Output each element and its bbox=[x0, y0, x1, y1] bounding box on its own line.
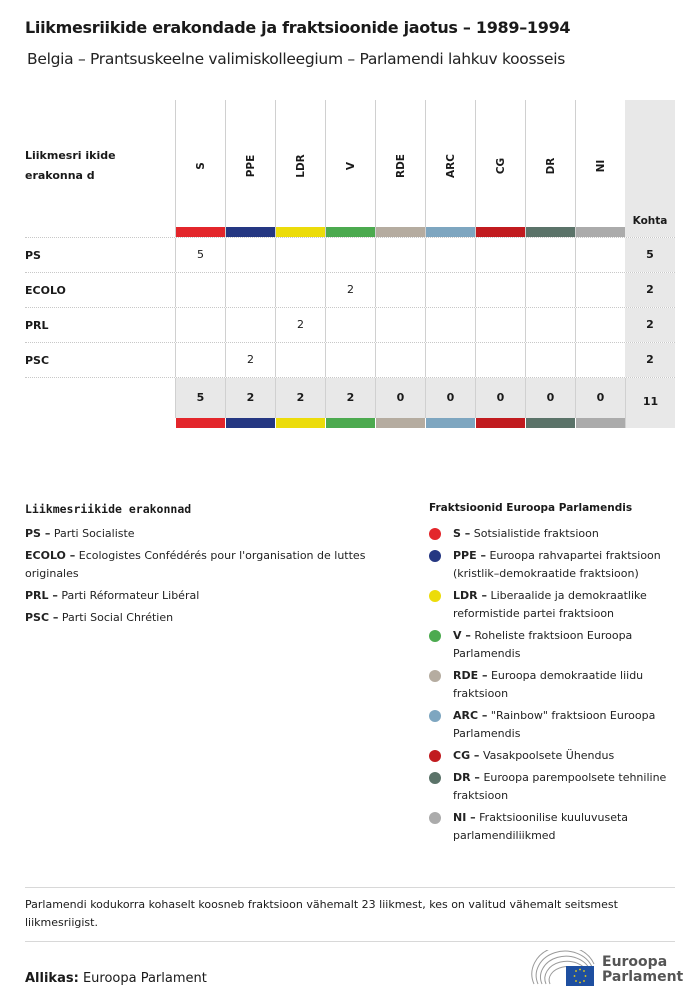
cell bbox=[525, 308, 575, 342]
group-legend-item: PPE – Euroopa rahvapartei fraktsioon (kristlik–demokraatide fraktsioon) bbox=[429, 547, 679, 583]
cell bbox=[525, 273, 575, 307]
cell: 2 bbox=[225, 343, 275, 377]
color-dot-icon bbox=[429, 528, 441, 540]
group-legend-title: Fraktsioonid Euroopa Parlamendis bbox=[429, 502, 633, 514]
distribution-table bbox=[25, 100, 675, 427]
column-total: 5 bbox=[175, 378, 225, 418]
cell bbox=[175, 273, 225, 307]
group-legend-item: DR – Euroopa parempoolsete tehniline fraktsioon bbox=[429, 769, 679, 805]
group-legend-item: ARC – "Rainbow" fraktsioon Euroopa Parlamendis bbox=[429, 707, 679, 743]
party-label: PRL bbox=[25, 319, 49, 332]
cell bbox=[325, 308, 375, 342]
cell bbox=[525, 343, 575, 377]
color-dot-icon bbox=[429, 670, 441, 682]
cell: 2 bbox=[325, 273, 375, 307]
column-header-v: V bbox=[325, 100, 375, 237]
cell bbox=[475, 343, 525, 377]
cell bbox=[575, 308, 625, 342]
group-legend-item: CG – Vasakpoolsete Ühendus bbox=[429, 747, 679, 765]
european-parliament-logo bbox=[530, 950, 684, 990]
group-legend-item: NI – Fraktsioonilise kuuluvuseta parlamendiliikmed bbox=[429, 809, 679, 845]
cell bbox=[275, 273, 325, 307]
cell bbox=[425, 343, 475, 377]
party-legend-item: PSC – Parti Social Chrétien bbox=[25, 611, 174, 624]
party-legend-item: PS – Parti Socialiste bbox=[25, 527, 135, 540]
group-legend-item: RDE – Euroopa demokraatide liidu fraktsioon bbox=[429, 667, 679, 703]
group-color-bar bbox=[376, 418, 425, 428]
cell bbox=[525, 238, 575, 272]
cell bbox=[375, 238, 425, 272]
totals-row bbox=[25, 377, 675, 427]
group-legend-item: V – Roheliste fraktsioon Euroopa Parlamendis bbox=[429, 627, 679, 663]
cell bbox=[575, 343, 625, 377]
column-total: 2 bbox=[225, 378, 275, 418]
column-total: 2 bbox=[275, 378, 325, 418]
cell bbox=[225, 308, 275, 342]
cell bbox=[175, 308, 225, 342]
page-subtitle: Belgia – Prantsuskeelne valimiskolleegium – Parlamendi lahkuv koosseis bbox=[27, 50, 566, 68]
group-color-bar bbox=[476, 227, 525, 237]
column-header-dr: DR bbox=[525, 100, 575, 237]
group-color-bar bbox=[276, 227, 325, 237]
cell bbox=[425, 308, 475, 342]
column-header-total: Kohta bbox=[625, 100, 675, 237]
party-legend-item: PRL – Parti Réformateur Libéral bbox=[25, 589, 200, 602]
color-dot-icon bbox=[429, 812, 441, 824]
column-total: 0 bbox=[475, 378, 525, 418]
cell bbox=[325, 343, 375, 377]
cell bbox=[425, 238, 475, 272]
column-header-s: S bbox=[175, 100, 225, 237]
table-row bbox=[25, 272, 675, 307]
cell bbox=[475, 273, 525, 307]
column-header-ni: NI bbox=[575, 100, 625, 237]
group-color-bar bbox=[176, 418, 225, 428]
table-row bbox=[25, 307, 675, 342]
group-color-bar bbox=[326, 227, 375, 237]
column-header-rde: RDE bbox=[375, 100, 425, 237]
cell bbox=[475, 238, 525, 272]
party-label: PS bbox=[25, 249, 41, 262]
cell bbox=[325, 238, 375, 272]
column-header-cg: CG bbox=[475, 100, 525, 237]
color-dot-icon bbox=[429, 630, 441, 642]
row-total: 2 bbox=[625, 308, 675, 342]
cell bbox=[375, 273, 425, 307]
party-label: ECOLO bbox=[25, 284, 66, 297]
cell bbox=[275, 343, 325, 377]
group-color-bar bbox=[176, 227, 225, 237]
column-total: 2 bbox=[325, 378, 375, 418]
footnote: Parlamendi kodukorra kohaselt koosneb fraktsioon vähemalt 23 liikmest, kes on valitud vähemalt seitsmest liikmesriigist. bbox=[25, 887, 675, 942]
column-total: 0 bbox=[575, 378, 625, 418]
column-header-ppe: PPE bbox=[225, 100, 275, 237]
party-legend-item: ECOLO – Ecologistes Confédérés pour l'organisation de luttes originales bbox=[25, 549, 366, 580]
row-total: 5 bbox=[625, 238, 675, 272]
group-color-bar bbox=[426, 418, 475, 428]
color-dot-icon bbox=[429, 550, 441, 562]
cell bbox=[375, 343, 425, 377]
group-color-bar bbox=[226, 418, 275, 428]
color-dot-icon bbox=[429, 750, 441, 762]
page-title: Liikmesriikide erakondade ja fraktsioonide jaotus – 1989–1994 bbox=[25, 18, 571, 37]
row-header-label: Liikmesri ikide erakonna d bbox=[25, 149, 116, 182]
column-header-ldr: LDR bbox=[275, 100, 325, 237]
party-legend bbox=[25, 502, 385, 631]
group-color-bar bbox=[526, 418, 575, 428]
group-color-bar bbox=[326, 418, 375, 428]
cell bbox=[225, 238, 275, 272]
cell bbox=[275, 238, 325, 272]
group-legend-item: LDR – Liberaalide ja demokraatlike reformistide partei fraktsioon bbox=[429, 587, 679, 623]
column-header-arc: ARC bbox=[425, 100, 475, 237]
cell: 2 bbox=[275, 308, 325, 342]
logo-text: Euroopa Parlament bbox=[602, 954, 684, 985]
hemicycle-icon bbox=[530, 950, 600, 990]
row-total: 2 bbox=[625, 343, 675, 377]
grand-total: 11 bbox=[625, 378, 675, 428]
column-total: 0 bbox=[525, 378, 575, 418]
column-total: 0 bbox=[375, 378, 425, 418]
cell bbox=[375, 308, 425, 342]
group-legend-item: S – Sotsialistide fraktsioon bbox=[429, 525, 679, 543]
party-label: PSC bbox=[25, 354, 50, 367]
cell bbox=[575, 238, 625, 272]
group-color-bar bbox=[226, 227, 275, 237]
color-dot-icon bbox=[429, 710, 441, 722]
group-color-bar bbox=[526, 227, 575, 237]
cell bbox=[175, 343, 225, 377]
group-color-bar bbox=[576, 227, 625, 237]
table-row bbox=[25, 342, 675, 377]
cell bbox=[475, 308, 525, 342]
group-color-bar bbox=[576, 418, 625, 428]
party-legend-title: Liikmesriikide erakonnad bbox=[25, 502, 192, 516]
column-total: 0 bbox=[425, 378, 475, 418]
cell bbox=[575, 273, 625, 307]
table-row bbox=[25, 237, 675, 272]
group-legend bbox=[429, 502, 679, 849]
group-color-bar bbox=[376, 227, 425, 237]
cell bbox=[425, 273, 475, 307]
group-color-bar bbox=[426, 227, 475, 237]
color-dot-icon bbox=[429, 590, 441, 602]
cell: 5 bbox=[175, 238, 225, 272]
group-color-bar bbox=[476, 418, 525, 428]
color-dot-icon bbox=[429, 772, 441, 784]
source-line: Allikas: Euroopa Parlament bbox=[25, 971, 207, 986]
table-header bbox=[25, 100, 675, 237]
row-total: 2 bbox=[625, 273, 675, 307]
cell bbox=[225, 273, 275, 307]
group-color-bar bbox=[276, 418, 325, 428]
